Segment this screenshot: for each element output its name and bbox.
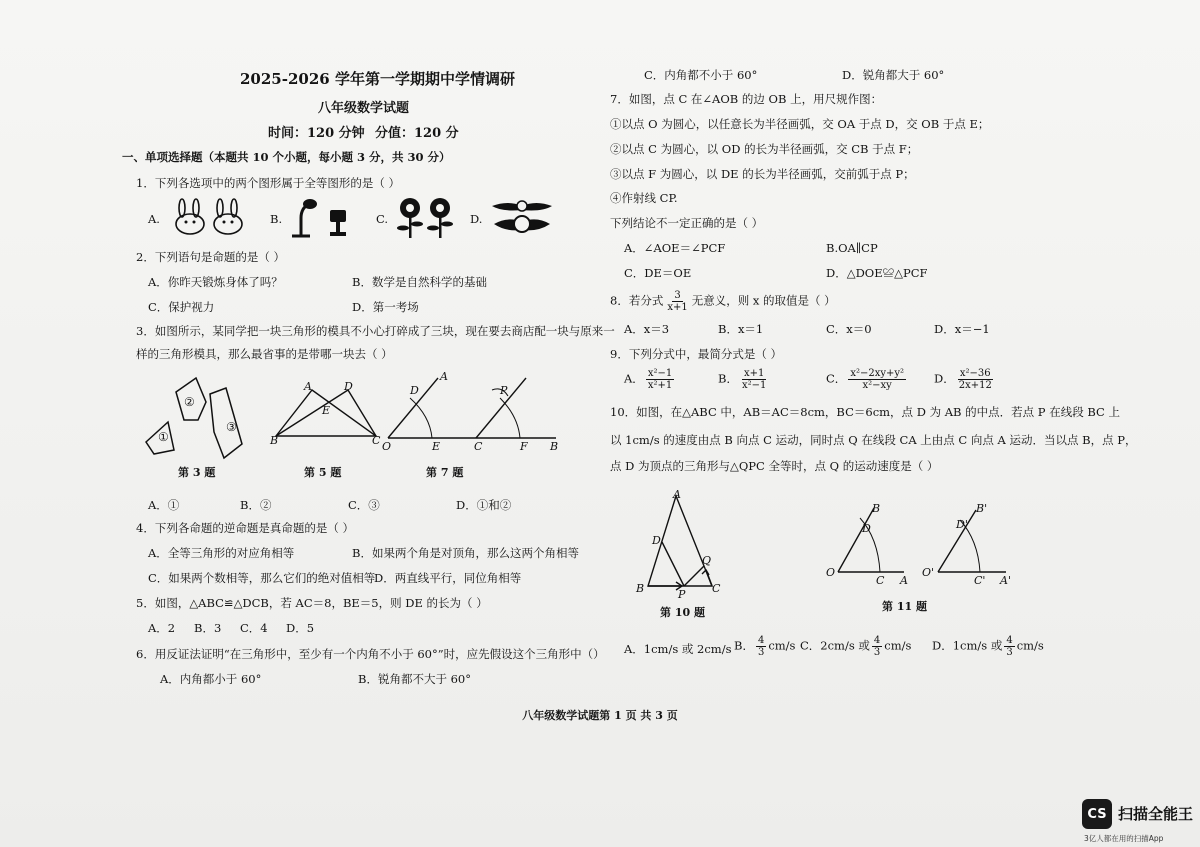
app-name: 扫描全能王 — [1118, 805, 1194, 823]
q6-opt-d: D．锐角都大于 60° — [842, 68, 945, 82]
fig5-label-d: D — [344, 380, 353, 393]
section-heading: 一、单项选择题（本题共 10 个小题，每小题 3 分，共 30 分） — [122, 150, 451, 164]
q5-opt-d: D．5 — [286, 621, 315, 635]
q9-opt-c-frac — [848, 368, 906, 391]
fig5-label-b: B — [270, 434, 279, 447]
q9-opt-a-frac — [646, 368, 674, 391]
q10-opt-d-num: 4 — [1006, 635, 1013, 646]
fig10-label-a: A — [673, 488, 681, 501]
q4-opt-c: C．如果两个数相等，那么它们的绝对值相等 — [148, 571, 376, 585]
q10-opt-d — [932, 635, 1044, 658]
fig7-construction — [380, 372, 560, 450]
q3-opt-b: B．② — [240, 498, 272, 512]
fig11-label-c: C — [876, 574, 885, 587]
page-footer: 八年级数学试题第 1 页 共 3 页 — [522, 709, 678, 722]
q3-opt-d: D．①和② — [456, 498, 512, 512]
cs-logo-icon: CS — [1082, 799, 1112, 829]
fig7-label-a: A — [440, 370, 448, 383]
lamp-pair-icon — [286, 196, 354, 240]
q7-step-1: ①以点 O 为圆心，以任意长为半径画弧，交 OA 于点 D，交 OB 于点 E； — [610, 117, 990, 131]
fig5-label-e: E — [322, 404, 331, 417]
fig7-label-e: E — [432, 440, 441, 453]
q7-ask: 下列结论不一定正确的是（ ） — [610, 216, 764, 230]
q6-opt-c: C．内角都不小于 60° — [644, 68, 758, 82]
fig3-caption: 第 3 题 — [178, 466, 216, 479]
q7-opt-c: C．DE＝OE — [624, 266, 692, 280]
q2-opt-c: C．保护视力 — [148, 300, 215, 314]
fig11-label-d-prime: D' — [956, 518, 968, 531]
q9-c-num: x²−2xy+y² — [850, 368, 905, 379]
fig3-broken-triangle — [140, 372, 270, 464]
q8-opt-a: A．x＝3 — [624, 322, 670, 336]
q8-opt-c: C．x＝0 — [826, 322, 872, 336]
flower-pair-icon — [394, 194, 456, 240]
q10-opt-b-num: 4 — [757, 635, 765, 646]
q10-opt-b-pre: B． — [734, 638, 754, 653]
q10-opt-b-frac — [756, 635, 766, 658]
q10-opt-c-pre: C．2cm/s 或 — [800, 638, 870, 653]
q9-opt-d-frac — [957, 368, 994, 391]
q9-b-num: x+1 — [743, 368, 765, 379]
fig11-label-o-prime: O' — [922, 566, 935, 579]
fig7-label-f: F — [520, 440, 528, 453]
q9-a-den: x²+1 — [647, 380, 673, 391]
q7-opt-d: D．△DOE≌△PCF — [826, 266, 928, 280]
q7-step-3: ③以点 F 为圆心，以 DE 的长为半径画弧，交前弧于点 P； — [610, 167, 915, 181]
fig7-label-c: C — [474, 440, 483, 453]
q10-opt-c-den: 3 — [873, 647, 881, 658]
fig10-label-d: D — [652, 534, 661, 547]
exam-score: 分值：120 分 — [375, 126, 459, 141]
q10-opt-c-num: 4 — [873, 635, 881, 646]
q9-opt-c — [826, 368, 908, 391]
q3-stem-line2: 样的三角形模具，那么最省事的是带哪一块去（ ） — [136, 347, 393, 361]
q10-stem-line3: 点 D 为顶点的三角形与△QPC 全等时，点 Q 的运动速度是（ ） — [610, 459, 939, 473]
q9-opt-d — [934, 368, 996, 391]
q10-opt-b-post: cm/s — [768, 638, 796, 653]
q1-opt-b: B. — [270, 212, 283, 226]
rabbit-pair-icon — [172, 198, 252, 238]
q3-stem-line1: 3．如图所示，某同学把一块三角形的模具不小心打碎成了三块，现在要去商店配一块与原来一 — [136, 324, 615, 338]
q6-opt-a: A．内角都小于 60° — [160, 672, 262, 686]
q8-frac-num: 3 — [674, 290, 681, 301]
q8-opt-d: D．x＝−1 — [934, 322, 990, 336]
fig10-label-c: C — [712, 582, 721, 595]
q10-stem-line2: 以 1cm/s 的速度由点 B 向点 C 运动，同时点 Q 在线段 CA 上由点 C 向点 A 运动．当以点 B，点 P， — [610, 433, 1137, 447]
fig5-label-a: A — [304, 380, 312, 393]
q8-frac-den: x+1 — [667, 302, 688, 313]
q9-opt-c-letter: C． — [826, 371, 847, 386]
fig7-label-d: D — [410, 384, 419, 397]
q3-opt-a: A．① — [148, 498, 180, 512]
fig11-label-a-prime: A' — [1000, 574, 1011, 587]
fig7-label-o: O — [382, 440, 392, 453]
q8-opt-b: B．x＝1 — [718, 322, 764, 336]
q9-c-den: x²−xy — [862, 380, 892, 391]
q7-stem: 7．如图，点 C 在∠AOB 的边 OB 上，用尺规作图： — [610, 92, 883, 106]
q7-opt-b: B.OA∥CP — [826, 241, 878, 255]
fig7-label-p: P — [500, 384, 508, 397]
exam-time: 时间：120 分钟 — [268, 126, 365, 141]
fig10-caption: 第 10 题 — [660, 606, 705, 619]
fig10-label-q: Q — [702, 554, 712, 567]
q10-opt-d-post: cm/s — [1016, 638, 1044, 653]
fig11-label-b-prime: B' — [976, 502, 988, 515]
fig11-label-d: D — [862, 522, 871, 535]
q10-opt-b — [734, 635, 795, 658]
fig7-caption: 第 7 题 — [426, 466, 464, 479]
q6-stem: 6．用反证法证明“在三角形中，至少有一个内角不小于 60°”时，应先假设这个三角形中（） — [136, 647, 605, 661]
q1-stem: 1．下列各选项中的两个图形属于全等图形的是（ ） — [136, 176, 400, 190]
fig11-label-c-prime: C' — [974, 574, 986, 587]
q1-opt-d: D. — [470, 212, 483, 226]
q4-opt-a: A．全等三角形的对应角相等 — [148, 546, 295, 560]
exam-subtitle: 八年级数学试题 — [318, 101, 410, 116]
q10-opt-d-pre: D．1cm/s 或 — [932, 638, 1003, 653]
q9-stem: 9．下列分式中，最简分式是（ ） — [610, 347, 782, 361]
q4-opt-d: D．两直线平行，同位角相等 — [374, 571, 522, 585]
q5-opt-b: B．3 — [194, 621, 222, 635]
q9-opt-b-letter: B． — [718, 371, 738, 386]
q9-d-num: x²−36 — [959, 368, 991, 379]
q8-fraction — [665, 290, 689, 313]
fig11-label-a: A — [900, 574, 908, 587]
fig11-label-o: O — [826, 566, 836, 579]
q2-opt-a: A．你昨天锻炼身体了吗？ — [148, 275, 283, 289]
q4-opt-b: B．如果两个角是对顶角，那么这两个角相等 — [352, 546, 579, 560]
q9-a-num: x²−1 — [647, 368, 673, 379]
winged-badge-icon — [488, 192, 558, 240]
q7-opt-a: A．∠AOE＝∠PCF — [624, 241, 726, 255]
fig10-label-b: B — [636, 582, 645, 595]
q8-stem-pre: 8．若分式 — [610, 293, 664, 308]
q10-opt-c-frac — [872, 635, 882, 658]
app-slogan: 3亿人都在用的扫描App — [1084, 834, 1164, 843]
fig11-caption: 第 11 题 — [882, 600, 927, 613]
q5-opt-c: C．4 — [240, 621, 268, 635]
q5-opt-a: A．2 — [148, 621, 176, 635]
q4-stem: 4．下列各命题的逆命题是真命题的是（ ） — [136, 521, 354, 535]
q10-opt-d-frac — [1004, 635, 1014, 658]
q9-b-den: x²−1 — [741, 380, 767, 391]
scanner-app-badge — [1082, 799, 1198, 843]
q10-opt-c-post: cm/s — [884, 638, 912, 653]
q3-opt-c: C．③ — [348, 498, 380, 512]
q9-opt-d-letter: D． — [934, 371, 955, 386]
q2-opt-b: B．数学是自然科学的基础 — [352, 275, 487, 289]
q8-stem-post: 无意义，则 x 的取值是（ ） — [691, 293, 836, 308]
q8-stem — [610, 290, 836, 313]
q10-opt-d-den: 3 — [1006, 647, 1013, 658]
q10-opt-a: A．1cm/s 或 2cm/s — [624, 642, 732, 656]
piece-label-1: ① — [158, 430, 169, 444]
fig10-label-p: P — [678, 588, 686, 601]
q10-opt-c — [800, 635, 911, 658]
piece-label-3: ③ — [226, 420, 237, 434]
q1-opt-c: C. — [376, 212, 389, 226]
q7-step-4: ④作射线 CP. — [610, 191, 678, 205]
q2-stem: 2．下列语句是命题的是（ ） — [136, 250, 285, 264]
q7-step-2: ②以点 C 为圆心，以 OD 的长为半径画弧，交 CB 于点 F； — [610, 142, 919, 156]
exam-title: 2025-2026 学年第一学期期中学情调研 — [240, 70, 515, 88]
q10-opt-b-den: 3 — [757, 647, 765, 658]
q5-stem: 5．如图，△ABC≌△DCB，若 AC＝8，BE＝5，则 DE 的长为（ ） — [136, 596, 488, 610]
q9-opt-a — [624, 368, 676, 391]
fig7-label-b: B — [550, 440, 559, 453]
q9-d-den: 2x+12 — [958, 380, 992, 391]
q1-opt-a: A. — [148, 212, 160, 226]
fig5-caption: 第 5 题 — [304, 466, 342, 479]
fig11-label-b: B — [872, 502, 881, 515]
q2-opt-d: D．第一考场 — [352, 300, 419, 314]
q9-opt-b-frac — [740, 368, 768, 391]
q6-opt-b: B．锐角都不大于 60° — [358, 672, 471, 686]
q9-opt-a-letter: A． — [624, 371, 644, 386]
q10-stem-line1: 10．如图，在△ABC 中，AB＝AC＝8cm，BC＝6cm，点 D 为 AB 的中点．若点 P 在线段 BC 上 — [610, 405, 1120, 419]
piece-label-2: ② — [184, 395, 195, 409]
fig5-label-c: C — [372, 434, 381, 447]
q9-opt-b — [718, 368, 770, 391]
